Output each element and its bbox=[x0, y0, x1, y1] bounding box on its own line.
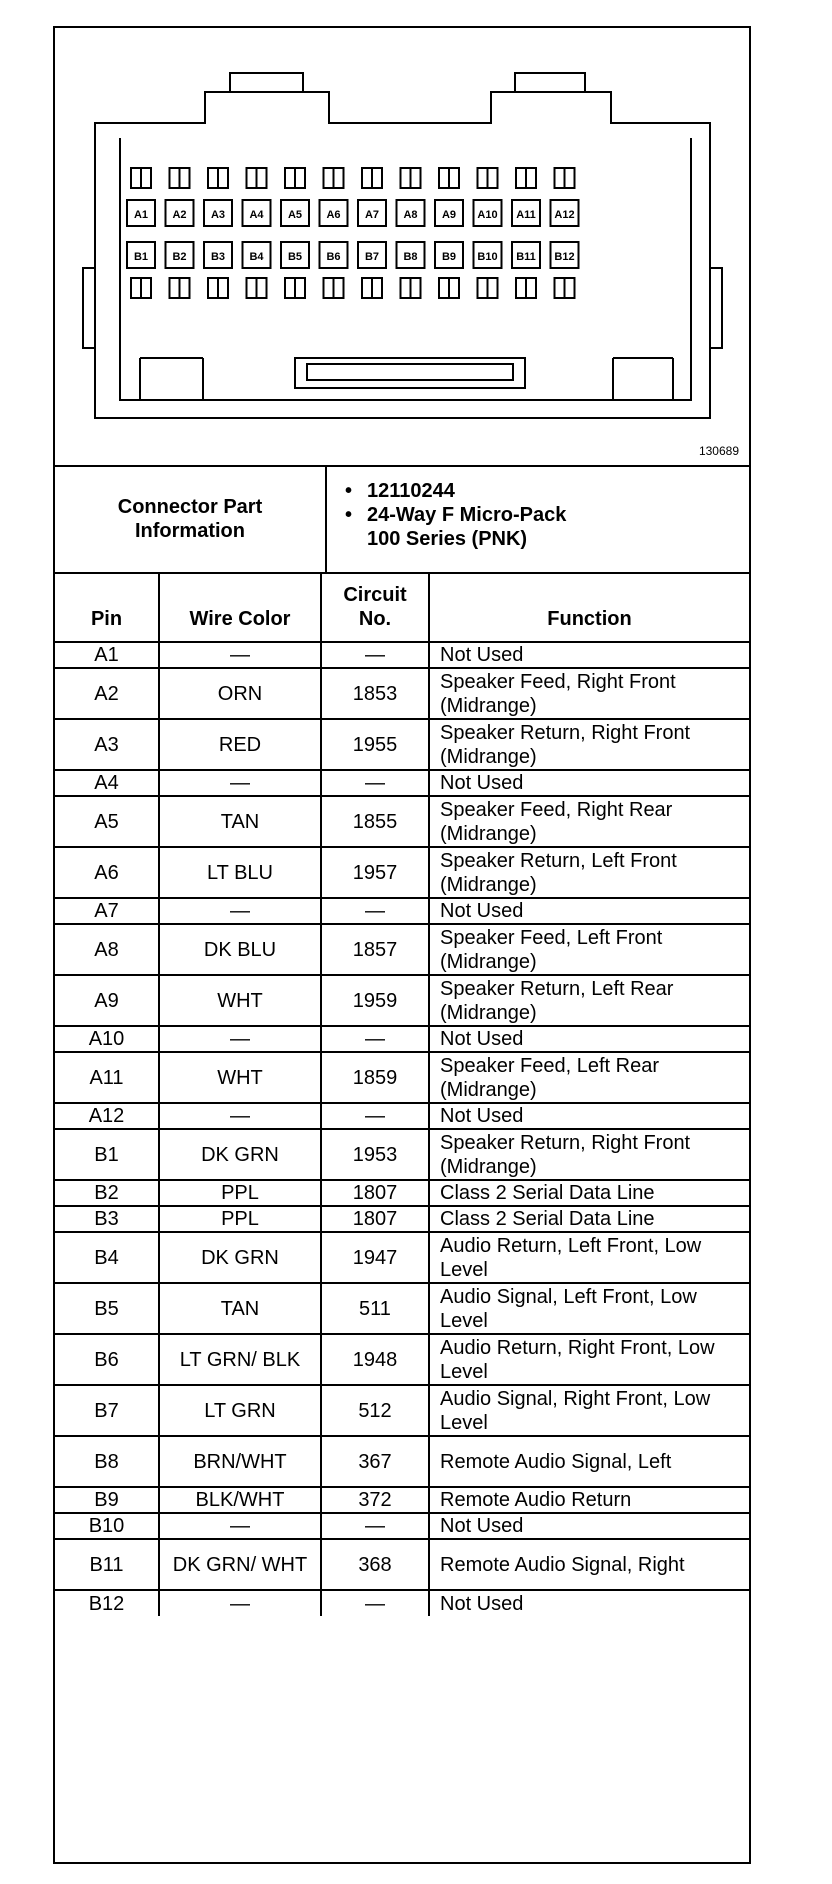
pin-cell: B3 bbox=[55, 1206, 159, 1232]
function-cell: Speaker Return, Left Front (Midrange) bbox=[429, 847, 749, 898]
circuit-cell: 1855 bbox=[321, 796, 429, 847]
pin-label: B5 bbox=[287, 251, 303, 263]
pin-cell: B6 bbox=[55, 1334, 159, 1385]
pin-cell: B11 bbox=[55, 1539, 159, 1590]
circuit-cell: 1853 bbox=[321, 668, 429, 719]
pin-cell: B1 bbox=[55, 1129, 159, 1180]
pin-label: B7 bbox=[364, 251, 380, 263]
pin-label: A1 bbox=[133, 209, 149, 221]
table-row bbox=[55, 1590, 749, 1616]
circuit-cell: 1857 bbox=[321, 924, 429, 975]
pin-label: B9 bbox=[441, 251, 457, 263]
circuit-cell: 372 bbox=[321, 1487, 429, 1513]
table-row bbox=[55, 898, 749, 924]
circuit-cell: 1859 bbox=[321, 1052, 429, 1103]
wire-color-cell: DK GRN bbox=[159, 1129, 321, 1180]
circuit-cell: — bbox=[321, 642, 429, 668]
pin-cell: B9 bbox=[55, 1487, 159, 1513]
pin-cell: A3 bbox=[55, 719, 159, 770]
function-cell: Audio Signal, Right Front, Low Level bbox=[429, 1385, 749, 1436]
info-list bbox=[345, 479, 566, 551]
wire-color-cell: — bbox=[159, 1103, 321, 1129]
function-cell: Audio Return, Left Front, Low Level bbox=[429, 1232, 749, 1283]
wire-color-cell: LT GRN/ BLK bbox=[159, 1334, 321, 1385]
pin-cell: A8 bbox=[55, 924, 159, 975]
function-cell: Speaker Feed, Right Front (Midrange) bbox=[429, 668, 749, 719]
table-row bbox=[55, 924, 749, 975]
pin-cell: B4 bbox=[55, 1232, 159, 1283]
circuit-cell: 1957 bbox=[321, 847, 429, 898]
wire-color-cell: WHT bbox=[159, 975, 321, 1026]
pin-cell: A10 bbox=[55, 1026, 159, 1052]
pin-label: B2 bbox=[172, 251, 187, 263]
table-row bbox=[55, 1539, 749, 1590]
wire-color-cell: — bbox=[159, 898, 321, 924]
pin-label: B12 bbox=[554, 251, 575, 263]
wire-color-cell: BLK/WHT bbox=[159, 1487, 321, 1513]
wire-color-cell: — bbox=[159, 1513, 321, 1539]
pin-label: A6 bbox=[326, 209, 341, 221]
wire-color-cell: PPL bbox=[159, 1180, 321, 1206]
table-row bbox=[55, 770, 749, 796]
pin-label: B3 bbox=[210, 251, 226, 263]
pin-label: A3 bbox=[210, 209, 226, 221]
wire-color-cell: LT BLU bbox=[159, 847, 321, 898]
header-function: Function bbox=[429, 572, 749, 642]
circuit-cell: — bbox=[321, 1026, 429, 1052]
header-circuit-no: Circuit No. bbox=[321, 572, 429, 642]
function-cell: Not Used bbox=[429, 770, 749, 796]
wire-color-cell: TAN bbox=[159, 796, 321, 847]
pin-cell: B5 bbox=[55, 1283, 159, 1334]
table-row bbox=[55, 1283, 749, 1334]
pin-label: A7 bbox=[364, 209, 380, 221]
description-line2: 100 Series (PNK) bbox=[367, 528, 528, 550]
function-cell: Not Used bbox=[429, 1513, 749, 1539]
function-cell: Audio Signal, Left Front, Low Level bbox=[429, 1283, 749, 1334]
table-row bbox=[55, 1436, 749, 1487]
pin-label: A10 bbox=[477, 209, 498, 221]
pin-label: A8 bbox=[403, 209, 418, 221]
function-cell: Speaker Return, Left Rear (Midrange) bbox=[429, 975, 749, 1026]
pin-label: B10 bbox=[477, 251, 498, 263]
connector-sheet bbox=[53, 26, 751, 1864]
function-cell: Remote Audio Signal, Left bbox=[429, 1436, 749, 1487]
function-cell: Not Used bbox=[429, 898, 749, 924]
pin-cell: A1 bbox=[55, 642, 159, 668]
table-row bbox=[55, 975, 749, 1026]
pin-cell: B10 bbox=[55, 1513, 159, 1539]
pin-label: A11 bbox=[516, 209, 536, 221]
wire-color-cell: WHT bbox=[159, 1052, 321, 1103]
header-wire-color: Wire Color bbox=[159, 572, 321, 642]
wire-color-cell: LT GRN bbox=[159, 1385, 321, 1436]
table-row bbox=[55, 642, 749, 668]
circuit-cell: — bbox=[321, 898, 429, 924]
function-cell: Not Used bbox=[429, 1590, 749, 1616]
table-row bbox=[55, 1103, 749, 1129]
wire-color-cell: ORN bbox=[159, 668, 321, 719]
pin-label: A9 bbox=[441, 209, 457, 221]
pin-cell: A11 bbox=[55, 1052, 159, 1103]
circuit-cell: 1807 bbox=[321, 1180, 429, 1206]
circuit-cell: 1953 bbox=[321, 1129, 429, 1180]
pin-label: B4 bbox=[249, 251, 264, 263]
wire-color-cell: PPL bbox=[159, 1206, 321, 1232]
table-header-row bbox=[55, 572, 749, 642]
table-row bbox=[55, 796, 749, 847]
pin-label: B8 bbox=[403, 251, 418, 263]
pin-label: B6 bbox=[326, 251, 341, 263]
bullet-icon: • bbox=[345, 504, 353, 526]
table-row bbox=[55, 1487, 749, 1513]
function-cell: Speaker Feed, Left Front (Midrange) bbox=[429, 924, 749, 975]
circuit-cell: 1959 bbox=[321, 975, 429, 1026]
description-line1: 24-Way F Micro-Pack bbox=[367, 504, 567, 526]
pin-cell: A2 bbox=[55, 668, 159, 719]
connector-part-info bbox=[55, 465, 749, 574]
table-row bbox=[55, 1206, 749, 1232]
table-row bbox=[55, 1180, 749, 1206]
circuit-cell: — bbox=[321, 1590, 429, 1616]
pin-cell: A12 bbox=[55, 1103, 159, 1129]
wire-color-cell: — bbox=[159, 770, 321, 796]
diagram-id: 130689 bbox=[698, 444, 739, 458]
circuit-cell: — bbox=[321, 770, 429, 796]
bullet-icon: • bbox=[345, 480, 353, 502]
pin-cavities bbox=[127, 168, 579, 298]
pin-cell: A5 bbox=[55, 796, 159, 847]
pin-label: A2 bbox=[172, 209, 187, 221]
function-cell: Not Used bbox=[429, 1103, 749, 1129]
wire-color-cell: TAN bbox=[159, 1283, 321, 1334]
circuit-cell: 1807 bbox=[321, 1206, 429, 1232]
table-row bbox=[55, 1385, 749, 1436]
function-cell: Speaker Feed, Right Rear (Midrange) bbox=[429, 796, 749, 847]
pin-label: B11 bbox=[516, 251, 536, 263]
pin-cell: A7 bbox=[55, 898, 159, 924]
pinout-table bbox=[55, 572, 749, 1616]
table-row bbox=[55, 1129, 749, 1180]
circuit-cell: 512 bbox=[321, 1385, 429, 1436]
function-cell: Speaker Return, Right Front (Midrange) bbox=[429, 1129, 749, 1180]
wire-color-cell: DK GRN bbox=[159, 1232, 321, 1283]
function-cell: Remote Audio Signal, Right bbox=[429, 1539, 749, 1590]
wire-color-cell: DK GRN/ WHT bbox=[159, 1539, 321, 1590]
wire-color-cell: DK BLU bbox=[159, 924, 321, 975]
table-row bbox=[55, 1052, 749, 1103]
pin-label: B1 bbox=[133, 251, 149, 263]
connector-diagram bbox=[55, 28, 749, 467]
function-cell: Speaker Return, Right Front (Midrange) bbox=[429, 719, 749, 770]
table-row bbox=[55, 1334, 749, 1385]
table-row bbox=[55, 668, 749, 719]
circuit-cell: 1947 bbox=[321, 1232, 429, 1283]
circuit-cell: — bbox=[321, 1103, 429, 1129]
pin-label: A12 bbox=[554, 209, 575, 221]
table-row bbox=[55, 1026, 749, 1052]
info-label: Connector Part Information bbox=[55, 465, 327, 572]
part-number: 12110244 bbox=[367, 480, 455, 502]
circuit-cell: 1948 bbox=[321, 1334, 429, 1385]
wire-color-cell: — bbox=[159, 642, 321, 668]
function-cell: Class 2 Serial Data Line bbox=[429, 1180, 749, 1206]
pin-cell: B8 bbox=[55, 1436, 159, 1487]
circuit-cell: 367 bbox=[321, 1436, 429, 1487]
table-row bbox=[55, 1232, 749, 1283]
table-row bbox=[55, 1513, 749, 1539]
header-pin: Pin bbox=[55, 572, 159, 642]
circuit-cell: 1955 bbox=[321, 719, 429, 770]
pin-cell: B12 bbox=[55, 1590, 159, 1616]
pin-cell: B2 bbox=[55, 1180, 159, 1206]
function-cell: Remote Audio Return bbox=[429, 1487, 749, 1513]
table-row bbox=[55, 847, 749, 898]
pin-cell: A6 bbox=[55, 847, 159, 898]
function-cell: Not Used bbox=[429, 642, 749, 668]
part-number-row bbox=[345, 479, 566, 503]
function-cell: Not Used bbox=[429, 1026, 749, 1052]
pin-label: A5 bbox=[287, 209, 303, 221]
wire-color-cell: RED bbox=[159, 719, 321, 770]
wire-color-cell: BRN/WHT bbox=[159, 1436, 321, 1487]
connector-face-drawing bbox=[55, 28, 749, 465]
wire-color-cell: — bbox=[159, 1026, 321, 1052]
circuit-cell: 511 bbox=[321, 1283, 429, 1334]
pin-cell: A9 bbox=[55, 975, 159, 1026]
description-row bbox=[345, 503, 566, 527]
pin-label: A4 bbox=[249, 209, 264, 221]
table-row bbox=[55, 719, 749, 770]
wire-color-cell: — bbox=[159, 1590, 321, 1616]
function-cell: Audio Return, Right Front, Low Level bbox=[429, 1334, 749, 1385]
function-cell: Speaker Feed, Left Rear (Midrange) bbox=[429, 1052, 749, 1103]
pin-cell: B7 bbox=[55, 1385, 159, 1436]
circuit-cell: 368 bbox=[321, 1539, 429, 1590]
circuit-cell: — bbox=[321, 1513, 429, 1539]
pin-cell: A4 bbox=[55, 770, 159, 796]
function-cell: Class 2 Serial Data Line bbox=[429, 1206, 749, 1232]
